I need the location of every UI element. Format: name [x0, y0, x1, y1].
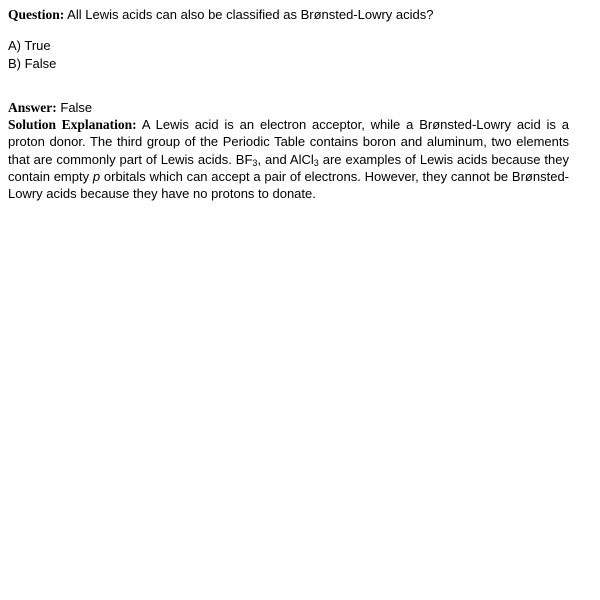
options-list: [8, 37, 569, 72]
answer-line: [8, 99, 569, 116]
solution-text-3: are examples of Lewis acids because they contain empty: [8, 151, 570, 185]
answer-text: False: [60, 99, 93, 115]
bf3-subscript: 3: [252, 157, 258, 168]
option-a: A) True: [8, 38, 51, 54]
option-b: B) False: [8, 55, 57, 71]
solution-paragraph: [8, 116, 569, 202]
solution-text-2: , and AlCl: [257, 151, 314, 167]
question-line: [8, 6, 569, 23]
p-orbital-italic: p: [92, 169, 101, 185]
question-text: All Lewis acids can also be classified as Brønsted-Lowry acids?: [67, 7, 434, 22]
question-label: Question:: [8, 7, 65, 22]
solution-text-4: orbitals which can accept a pair of electrons. However, they cannot be Brønsted-Lowry acids because they have no protons to donate.: [8, 169, 570, 202]
solution-label: Solution Explanation:: [8, 117, 137, 133]
alcl3-subscript: 3: [313, 157, 319, 168]
answer-label: Answer:: [8, 99, 57, 115]
solution-text-1: A Lewis acid is an electron acceptor, while a Brønsted-Lowry acid is a proton donor. The third group of the Periodic Table contains boron and aluminum, two elements that are commonly part of Lewis acids. BF: [8, 117, 569, 167]
